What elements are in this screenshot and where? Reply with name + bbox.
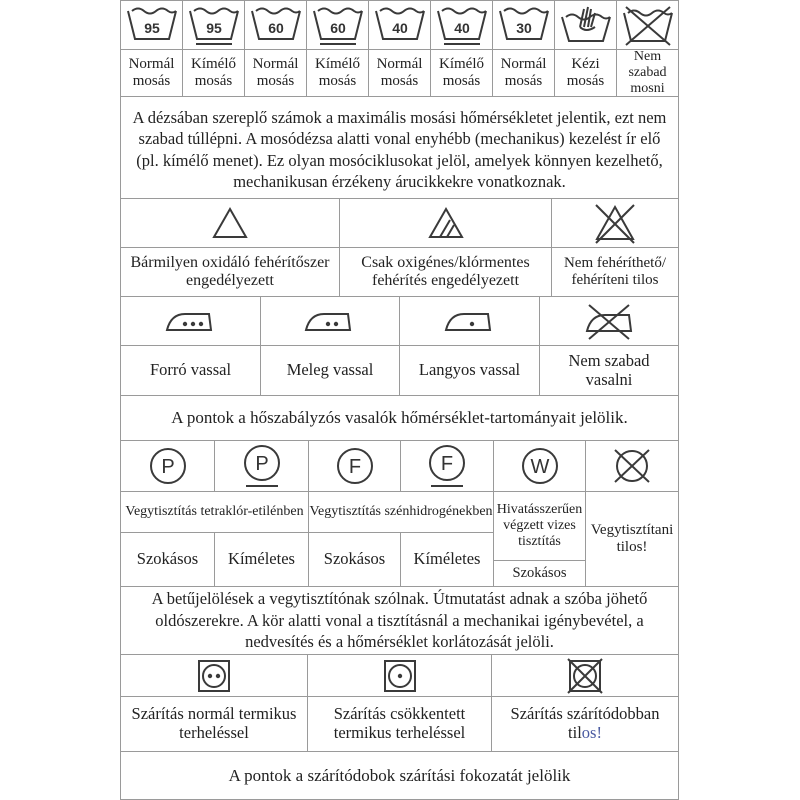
no-drycleaning-cell xyxy=(585,440,679,492)
wash-label: Kímélő mosás xyxy=(191,55,236,89)
dry-label-main: Szárítás szárítódobban til xyxy=(510,704,660,742)
iron-label: Meleg vassal xyxy=(286,360,374,380)
tumble-low-cell xyxy=(307,654,492,697)
washtub-60-icon xyxy=(248,3,304,47)
dry-label: Szárítás csökkentett termikus terheléssel xyxy=(333,704,466,742)
dry-label xyxy=(492,705,678,743)
wash-label-cell xyxy=(306,49,369,97)
wash-40-normal-cell xyxy=(368,0,431,50)
do-not-wash-icon xyxy=(620,3,676,47)
triangle-striped-icon xyxy=(426,205,466,241)
wash-95-gentle-cell xyxy=(182,0,245,50)
hand-wash-icon xyxy=(558,3,614,47)
wash-label: Kézi mosás xyxy=(566,55,605,89)
drycleaning-mode-label: Kíméletes xyxy=(228,549,295,569)
circle-f-icon xyxy=(333,444,377,488)
svg-text:60: 60 xyxy=(267,20,284,36)
wash-label: Kímélő mosás xyxy=(315,55,360,89)
drying-description-cell xyxy=(120,751,679,800)
dry-label-cell xyxy=(491,696,679,752)
drycleaning-group-cell xyxy=(493,491,586,561)
hand-wash-cell xyxy=(554,0,617,50)
washtub-60-gentle-icon xyxy=(310,3,366,47)
bleach-any-cell xyxy=(120,198,340,248)
svg-text:40: 40 xyxy=(453,20,470,36)
washtub-30-icon xyxy=(496,3,552,47)
iron-two-dots-icon xyxy=(302,306,358,336)
wash-label-cell xyxy=(616,49,679,97)
bleach-oxygen-cell xyxy=(339,198,552,248)
drycleaning-mode-cell xyxy=(308,532,401,587)
drycleaning-group-cell xyxy=(120,491,309,533)
wash-label: Nem szabad mosni xyxy=(628,49,667,97)
crossed-triangle-icon xyxy=(590,201,640,245)
wash-label: Kímélő mosás xyxy=(439,55,484,89)
drycleaning-mode-label: Szokásos xyxy=(136,549,199,569)
svg-text:P: P xyxy=(160,456,175,478)
svg-text:40: 40 xyxy=(391,20,408,36)
drycleaning-mode-label: Szokásos xyxy=(323,549,386,569)
wet-cleaning-cell xyxy=(493,440,586,492)
iron-label-cell xyxy=(539,345,679,396)
wash-40-gentle-cell xyxy=(430,0,493,50)
crossed-circle-icon xyxy=(607,444,657,488)
drycleaning-group-label: Vegytisztítás tetraklór-etilénben xyxy=(125,503,304,519)
svg-text:95: 95 xyxy=(205,20,222,36)
wash-label-cell xyxy=(120,49,183,97)
ironing-description-cell xyxy=(120,395,679,441)
iron-three-dots-icon xyxy=(163,306,219,336)
drycleaning-p-gentle-cell xyxy=(214,440,309,492)
do-not-wash-cell xyxy=(616,0,679,50)
wash-label-cell xyxy=(492,49,555,97)
do-not-tumble-dry-icon xyxy=(564,656,606,696)
circle-p-gentle-icon xyxy=(240,443,284,489)
tumble-dry-normal-icon xyxy=(195,657,233,695)
wash-label-cell xyxy=(368,49,431,97)
washing-description-cell xyxy=(120,96,679,199)
drycleaning-mode-cell xyxy=(214,532,309,587)
no-tumble-cell xyxy=(491,654,679,697)
washtub-95-gentle-icon xyxy=(186,3,242,47)
iron-label-cell xyxy=(260,345,400,396)
svg-text:F: F xyxy=(348,456,361,478)
dry-label-cell xyxy=(120,696,308,752)
iron-label: Nem szabad vasalni xyxy=(568,350,650,389)
bleach-label-cell xyxy=(551,247,679,297)
drycleaning-mode-cell xyxy=(400,532,494,587)
triangle-icon xyxy=(210,205,250,241)
dry-label-accent: os! xyxy=(581,723,602,742)
circle-p-icon xyxy=(146,444,190,488)
drycleaning-forbidden-cell xyxy=(585,491,679,587)
bleach-label: Csak oxigénes/klórmentes fehérítés engedélyezett xyxy=(361,253,530,289)
circle-w-icon xyxy=(518,444,562,488)
svg-text:95: 95 xyxy=(143,20,160,36)
drycleaning-f-cell xyxy=(308,440,401,492)
wash-label-cell xyxy=(182,49,245,97)
svg-text:F: F xyxy=(440,453,454,475)
iron-label: Forró vassal xyxy=(149,360,232,380)
bleach-label-cell xyxy=(120,247,340,297)
bleach-label-cell xyxy=(339,247,552,297)
drycleaning-mode-cell xyxy=(120,532,215,587)
iron-one-dot-icon xyxy=(442,306,498,336)
drycleaning-p-cell xyxy=(120,440,215,492)
iron-label-cell xyxy=(120,345,261,396)
drycleaning-group-label: Hivatásszerűen végzett vizes tisztítás xyxy=(496,501,583,550)
no-bleach-cell xyxy=(551,198,679,248)
iron-hot-cell xyxy=(120,296,261,346)
dry-label-cell xyxy=(307,696,492,752)
washtub-95-icon xyxy=(124,3,180,47)
wash-label: Normál mosás xyxy=(128,55,175,89)
washing-description: A dézsában szereplő számok a maximális mosási hőmérsékletet jelentik, ezt nem szabad túllépni. A mosódézsa alatti vonal enyhébb (mechanikus) kezelést ír elő (pl. kímélő menet). Ez olyan mosóciklusokat jelöl, amelyek könnyen kezelhető, mechanikusan érzékeny árucikkekre vonatkoznak. xyxy=(132,107,667,191)
washtub-40-gentle-icon xyxy=(434,3,490,47)
wash-60-gentle-cell xyxy=(306,0,369,50)
drying-description: A pontok a szárítódobok szárítási fokozatát jelölik xyxy=(228,765,571,785)
crossed-iron-icon xyxy=(581,301,637,341)
drycleaning-mode-label: Kíméletes xyxy=(413,549,481,569)
bleach-label: Nem fehéríthető/ fehéríteni tilos xyxy=(563,254,667,288)
wash-60-normal-cell xyxy=(244,0,307,50)
wash-label: Normál mosás xyxy=(252,55,299,89)
wash-label: Normál mosás xyxy=(500,55,547,89)
wash-95-normal-cell xyxy=(120,0,183,50)
iron-label-cell xyxy=(399,345,540,396)
drycleaning-f-gentle-cell xyxy=(400,440,494,492)
svg-text:30: 30 xyxy=(515,20,532,36)
wash-label-cell xyxy=(554,49,617,97)
wash-label-cell xyxy=(244,49,307,97)
drycleaning-description-cell xyxy=(120,586,679,655)
tumble-normal-cell xyxy=(120,654,308,697)
svg-text:W: W xyxy=(530,456,549,478)
drycleaning-group-cell xyxy=(308,491,494,533)
ironing-description: A pontok a hőszabályzós vasalók hőmérséklet-tartományait jelölik. xyxy=(171,408,628,428)
drycleaning-mode-label: Szokásos xyxy=(512,565,567,582)
iron-label: Langyos vassal xyxy=(418,360,521,380)
circle-f-gentle-icon xyxy=(425,443,469,489)
svg-text:P: P xyxy=(254,453,269,475)
no-iron-cell xyxy=(539,296,679,346)
washtub-40-icon xyxy=(372,3,428,47)
drycleaning-forbidden-label: Vegytisztítani tilos! xyxy=(590,521,674,555)
tumble-dry-low-icon xyxy=(381,657,419,695)
iron-cool-cell xyxy=(399,296,540,346)
drycleaning-group-label: Vegytisztítás szénhidrogénekben xyxy=(309,503,493,519)
wash-label: Normál mosás xyxy=(376,55,423,89)
wash-30-normal-cell xyxy=(492,0,555,50)
drycleaning-description: A betűjelölések a vegytisztítónak szólnak. Útmutatást adnak a szóba jöhető oldószerekre. A kör alatti vonal a tisztításnál a mechanikai igénybevétel, a nedvesítés és a hőmérséklet korlátozását jelöli. xyxy=(151,589,648,652)
drycleaning-mode-cell xyxy=(493,560,586,587)
dry-label: Szárítás normál termikus terheléssel xyxy=(131,704,297,742)
svg-text:60: 60 xyxy=(329,20,346,36)
bleach-label: Bármilyen oxidáló fehérítőszer engedélyezett xyxy=(130,253,330,289)
iron-warm-cell xyxy=(260,296,400,346)
wash-label-cell xyxy=(430,49,493,97)
